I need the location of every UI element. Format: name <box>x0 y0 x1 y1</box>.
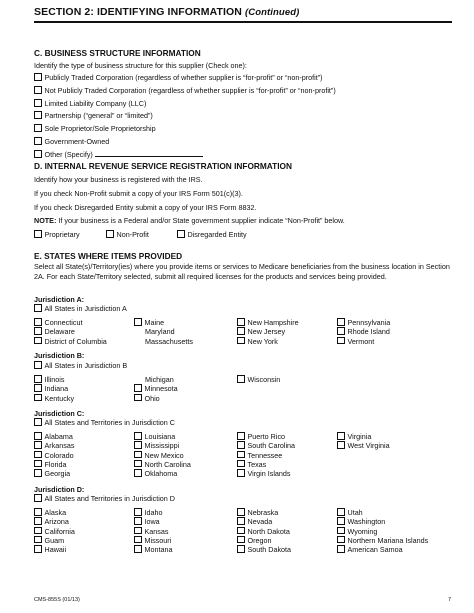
option-government-owned[interactable]: Government-Owned <box>34 137 109 146</box>
section-title: SECTION 2: IDENTIFYING INFORMATION (Continued) <box>34 6 300 18</box>
state-item[interactable]: New York <box>237 337 299 346</box>
state-item[interactable]: Minnesota <box>134 384 178 393</box>
jurisdiction-c-heading: Jurisdiction C: <box>34 409 85 418</box>
state-item[interactable]: Illinois <box>34 375 74 384</box>
heading-states: E. STATES WHERE ITEMS PROVIDED <box>34 251 183 261</box>
state-item[interactable]: Virgin Islands <box>237 469 295 478</box>
state-item[interactable]: Washington <box>337 517 428 526</box>
all-states-jurisdiction-b[interactable]: All States in Jurisdiction B <box>34 361 127 370</box>
jurisdiction-c-col-2 <box>134 432 191 478</box>
state-item[interactable]: Maryland <box>145 327 175 337</box>
state-item[interactable]: Oregon <box>237 536 291 545</box>
checkbox[interactable] <box>34 86 42 94</box>
instruction-business-structure: Identify the type of business structure for this supplier (Check one): <box>34 61 247 70</box>
state-item[interactable]: Montana <box>134 545 172 554</box>
state-item[interactable]: Ohio <box>134 394 178 403</box>
state-item[interactable]: Northern Mariana Islands <box>337 536 428 545</box>
checkbox[interactable] <box>106 230 114 238</box>
option-other[interactable]: Other (Specify) <box>34 150 203 159</box>
nonprofit-note: If you check Non-Profit submit a copy of your IRS Form 501(c)(3). <box>34 189 243 198</box>
state-item[interactable]: Mississippi <box>134 441 191 450</box>
state-item[interactable]: Idaho <box>134 508 172 517</box>
state-item[interactable]: Wyoming <box>337 527 428 536</box>
jurisdiction-d-col-1 <box>34 508 75 554</box>
instruction-irs: Identify how your business is registered with the IRS. <box>34 175 203 184</box>
jurisdiction-a-col-4 <box>337 318 390 346</box>
option-disregarded-entity[interactable]: Disregarded Entity <box>177 230 247 239</box>
checkbox[interactable] <box>34 361 42 369</box>
state-item[interactable]: New Mexico <box>134 451 191 460</box>
state-item[interactable]: Missouri <box>134 536 172 545</box>
state-item[interactable]: South Dakota <box>237 545 291 554</box>
jurisdiction-b-col-2 <box>134 375 178 403</box>
checkbox[interactable] <box>177 230 185 238</box>
option-sole-proprietor[interactable]: Sole Proprietor/Sole Proprietorship <box>34 124 156 133</box>
state-item[interactable]: New Jersey <box>237 327 299 336</box>
state-item[interactable]: Louisiana <box>134 432 191 441</box>
state-item[interactable]: Georgia <box>34 469 74 478</box>
jurisdiction-c-col-1 <box>34 432 74 478</box>
state-item[interactable]: North Dakota <box>237 527 291 536</box>
checkbox[interactable] <box>34 304 42 312</box>
states-instruction: Select all State(s)/Territory(ies) where you provide items or services to Medicare beneficiaries from the business location in Section 2A. For each State/Territory selected, submit all required licenses for the products and services being provided. <box>34 262 450 281</box>
federal-note: NOTE: If your business is a Federal and/or State government supplier indicate “Non-Profit” below. <box>34 216 345 225</box>
state-item[interactable]: Alabama <box>34 432 74 441</box>
option-non-profit[interactable]: Non-Profit <box>106 230 149 239</box>
checkbox[interactable] <box>34 418 42 426</box>
other-specify-field[interactable] <box>95 150 203 157</box>
state-item[interactable]: Kentucky <box>34 394 74 403</box>
jurisdiction-c-col-4 <box>337 432 390 451</box>
jurisdiction-b-col-3 <box>237 375 280 384</box>
jurisdiction-b-heading: Jurisdiction B: <box>34 351 85 360</box>
state-item[interactable]: Virginia <box>337 432 390 441</box>
jurisdiction-a-col-3 <box>237 318 299 346</box>
state-item[interactable]: Guam <box>34 536 75 545</box>
state-item[interactable]: Indiana <box>34 384 74 393</box>
option-publicly-traded[interactable]: Publicly Traded Corporation (regardless of whether supplier is “for-profit” or “non-profit”) <box>34 73 323 82</box>
checkbox[interactable] <box>34 99 42 107</box>
state-item[interactable]: Hawaii <box>34 545 75 554</box>
state-item[interactable]: Delaware <box>34 327 107 336</box>
state-item[interactable]: Massachusetts <box>145 336 193 346</box>
jurisdiction-b-col-1 <box>34 375 74 403</box>
state-item[interactable]: Maine <box>134 318 193 327</box>
jurisdiction-d-heading: Jurisdiction D: <box>34 485 85 494</box>
checkbox[interactable] <box>34 111 42 119</box>
state-item[interactable]: Utah <box>337 508 428 517</box>
jurisdiction-a-col-2 <box>134 318 193 346</box>
state-item[interactable]: Nevada <box>237 517 291 526</box>
jurisdiction-c-col-3 <box>237 432 295 478</box>
form-number: CMS-855S (01/13) <box>34 597 80 603</box>
option-llc[interactable]: Limited Liability Company (LLC) <box>34 99 146 108</box>
option-not-publicly-traded[interactable]: Not Publicly Traded Corporation (regardless of whether supplier is “for-profit” or “non-profit”) <box>34 86 336 95</box>
jurisdiction-d-col-4 <box>337 508 428 554</box>
checkbox[interactable] <box>34 73 42 81</box>
state-item[interactable]: Florida <box>34 460 74 469</box>
state-item[interactable]: District of Columbia <box>34 337 107 346</box>
state-item[interactable]: Arizona <box>34 517 75 526</box>
state-item[interactable]: New Hampshire <box>237 318 299 327</box>
jurisdiction-d-col-3 <box>237 508 291 554</box>
all-states-jurisdiction-c[interactable]: All States and Territories in Jurisdiction C <box>34 418 175 427</box>
state-item[interactable]: Nebraska <box>237 508 291 517</box>
state-item[interactable]: South Carolina <box>237 441 295 450</box>
state-item[interactable]: Rhode Island <box>337 327 390 336</box>
checkbox[interactable] <box>34 230 42 238</box>
state-item[interactable]: Arkansas <box>34 441 74 450</box>
state-item[interactable]: California <box>34 527 75 536</box>
state-item[interactable]: Tennessee <box>237 451 295 460</box>
state-item[interactable]: Vermont <box>337 337 390 346</box>
jurisdiction-a-col-1 <box>34 318 107 346</box>
all-states-jurisdiction-a[interactable]: All States in Jurisdiction A <box>34 304 127 313</box>
checkbox[interactable] <box>34 494 42 502</box>
checkbox[interactable] <box>34 150 42 158</box>
checkbox[interactable] <box>34 137 42 145</box>
checkbox[interactable] <box>34 124 42 132</box>
option-proprietary[interactable]: Proprietary <box>34 230 80 239</box>
state-item[interactable]: Wisconsin <box>237 375 280 384</box>
state-item[interactable]: Texas <box>237 460 295 469</box>
jurisdiction-a-heading: Jurisdiction A: <box>34 295 85 304</box>
state-item[interactable]: Iowa <box>134 517 172 526</box>
section-divider <box>34 21 452 23</box>
state-item[interactable]: American Samoa <box>337 545 428 554</box>
state-item[interactable]: North Carolina <box>134 460 191 469</box>
page-number: 7 <box>448 597 452 603</box>
jurisdiction-d-col-2 <box>134 508 172 554</box>
state-item[interactable]: Michigan <box>145 375 174 384</box>
state-item[interactable]: Pennsylvania <box>337 318 390 327</box>
option-partnership[interactable]: Partnership (“general” or “limited”) <box>34 111 153 120</box>
state-item[interactable]: Alaska <box>34 508 75 517</box>
state-item[interactable]: West Virginia <box>337 441 390 450</box>
state-item[interactable]: Oklahoma <box>134 469 191 478</box>
disregarded-note: If you check Disregarded Entity submit a copy of your IRS Form 8832. <box>34 203 257 212</box>
state-item[interactable]: Puerto Rico <box>237 432 295 441</box>
all-states-jurisdiction-d[interactable]: All States and Territories in Jurisdiction D <box>34 494 175 503</box>
state-item[interactable]: Kansas <box>134 527 172 536</box>
state-item[interactable]: Connecticut <box>34 318 107 327</box>
heading-irs-registration: D. INTERNAL REVENUE SERVICE REGISTRATION INFORMATION <box>34 161 292 171</box>
heading-business-structure: C. BUSINESS STRUCTURE INFORMATION <box>34 48 201 58</box>
state-item[interactable]: Colorado <box>34 451 74 460</box>
